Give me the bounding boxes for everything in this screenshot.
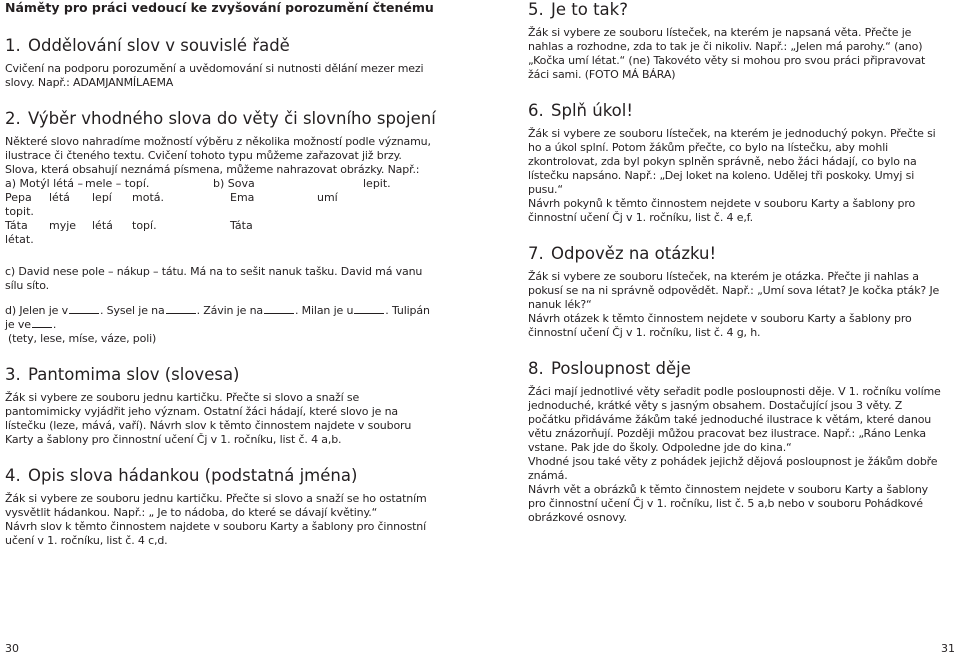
example-b-word: lepit. [363,177,391,190]
section-6-heading [528,101,942,121]
section-7-heading [528,244,942,264]
example-word: létá [49,191,70,204]
section-8-text-2: Vhodné jsou také věty z pohádek jejichž dějová posloupnost je žákům dobře známá. [528,455,938,482]
section-number: 4. [5,466,21,485]
example-row-pepa-cont: topit. [5,205,34,218]
example-a-words: mele – topí. [85,177,150,190]
section-4-heading [5,466,437,486]
section-4-text: Žák si vybere ze souboru jednu kartičku. Přečte si slovo a snaží se ho ostatním vysvětlit hádankou. Např.: „ Je to nádoba, do které se dávají květiny.“ [5,492,427,519]
section-title: Splň úkol! [551,101,633,120]
section-4-note: Návrh slov k těmto činnostem najdete v souboru Karty a šablony pro činnostní učení v 1. ročníku, list č. 4 c,d. [5,520,427,547]
example-word: létá [92,219,113,232]
example-c: c) David nese pole – nákup – tátu. Má na to sešit nanuk tašku. David má vanu sílu síto. [5,265,423,292]
example-d [5,304,437,332]
section-number: 7. [528,244,544,263]
section-3-text: Žák si vybere ze souboru jednu kartičku. Přečte si slovo a snaží se pantomimicky vyjádřit jeho význam. Ostatní žáci hádají, které slovo je na lístečku (leze, mává, vaří). Návrh slov k těmto činnostem najdete v souboru Karty a šablony pro činnostní učení Čj v 1. ročníku, list č. 4 a,b. [5,391,412,446]
section-5-heading [528,0,942,20]
section-number: 1. [5,36,21,55]
section-number: 6. [528,101,544,120]
example-a-b-row [5,177,391,191]
section-6-text: Žák si vybere ze souboru lísteček, na kterém je jednoduchý pokyn. Přečte si ho a úkol splní. Potom žákům přečte, co bylo na lístečku, aby mohli zkontrolovat, zda byl pokyn splněn správně, nebo žáci hádají, co bylo na lístečku napsáno. Např.: „Dej loket na koleno. Udělej tři poskoky. Umyj si pusu.“ [528,127,936,196]
section-number: 5. [528,0,544,19]
section-5-text: Žák si vybere ze souboru lísteček, na kterém je napsaná věta. Přečte je nahlas a rozhodne, zda to tak je či nikoliv. Např.: „Jelen má parohy.“ (ano) „Kočka umí létat.“ (ne) Takovéto věty si mohou pro svou práci připravovat žáci sami. (FOTO MÁ BÁRA) [528,26,926,81]
section-1-heading [5,36,437,56]
section-title: Výběr vhodného slova do věty či slovního spojení [28,109,436,128]
section-8-text: Žáci mají jednotlivé věty seřadit podle posloupnosti děje. V 1. ročníku volíme jednoduché, krátké věty s jasným obsahem. Dostačující jsou 3 věty. Z počátku přidáváme žákům také jednoduché ilustrace k větám, které danou větu znázorňují. Později můžou pracovat bez ilustrace. Např.: „Ráno Lenka vstane. Pak jde do školy. Odpoledne jde do kina.“ [528,385,941,454]
section-number: 3. [5,365,21,384]
example-word: Ema [230,191,255,204]
section-title: Je to tak? [551,0,628,19]
section-title: Pantomima slov (slovesa) [28,365,240,384]
section-title: Oddělování slov v souvislé řadě [28,36,290,55]
section-3-heading [5,365,437,385]
example-d-text: . [52,318,57,331]
example-d-text: . Sysel je na [99,304,165,317]
section-number: 8. [528,359,544,378]
section-7-note: Návrh otázek k těmto činnostem nejdete v souboru Karty a šablony pro činnostní učení Čj v 1. ročníku, list č. 4 g, h. [528,312,912,339]
blank-line [166,304,196,314]
example-word: Pepa [5,191,32,204]
example-d-text: . Závin je na [196,304,263,317]
example-word: umí [317,191,338,204]
section-title: Posloupnost děje [551,359,691,378]
example-d-text: . Milan je u [294,304,354,317]
example-row-tata-cont: létat. [5,233,34,246]
example-d-text: d) Jelen je v [5,304,68,317]
section-8-note: Návrh vět a obrázků k těmto činnostem nejdete v souboru Karty a šablony pro činnostní učení Čj v 1. ročníku, list č. 5 a,b nebo v souboru Pohádkové obrázkové osnovy. [528,483,929,524]
section-8-heading [528,359,942,379]
right-page [480,0,960,658]
section-title: Odpověz na otázku! [551,244,717,263]
section-title: Opis slova hádankou (podstatná jména) [28,466,358,485]
example-a-label: a) Motýl létá – [5,177,83,190]
example-row-pepa [5,191,338,205]
left-column [5,0,437,553]
example-word: lepí [92,191,112,204]
blank-line [354,304,384,314]
blank-line [69,304,99,314]
example-d-text: . Tulipán je ve [5,304,430,331]
section-2-heading [5,109,437,129]
right-column [528,0,942,530]
example-d-words: (tety, lese, míse, váze, poli) [8,332,157,345]
section-1-text: Cvičení na podporu porozumění a uvědomování si nutnosti dělání mezer mezi slovy. Např.: ADAMJANMÍLAEMA [5,62,424,89]
blank-line [264,304,294,314]
page-number: 31 [941,642,955,655]
section-2-text: Některé slovo nahradíme možností výběru z několika možností podle významu, ilustrace či čteného textu. Cvičení tohoto typu můžeme zařazovat již brzy. Slova, která obsahují neznámá písmena, můžeme nahrazovat obrázky. Např.: [5,135,431,176]
section-7-text: Žák si vybere ze souboru lísteček, na kterém je otázka. Přečte ji nahlas a pokusí se na ni správně odpovědět. Např.: „Umí sova létat? Je kočka pták? Je nanuk lék?“ [528,270,940,311]
example-word: Táta [230,219,253,232]
example-row-tata [5,219,253,233]
example-b-label: b) Sova [213,177,255,190]
section-number: 2. [5,109,21,128]
page-heading: Náměty pro práci vedoucí ke zvyšování porozumění čtenému [5,0,434,15]
section-6-note: Návrh pokynů k těmto činnostem nejdete v souboru Karty a šablony pro činnostní učení Čj v 1. ročníku, list č. 4 e,f. [528,197,916,224]
example-word: myje [49,219,77,232]
page-number: 30 [5,642,19,655]
example-word: motá. [132,191,164,204]
example-word: Táta [5,219,28,232]
blank-line [32,318,52,328]
example-word: topí. [132,219,157,232]
